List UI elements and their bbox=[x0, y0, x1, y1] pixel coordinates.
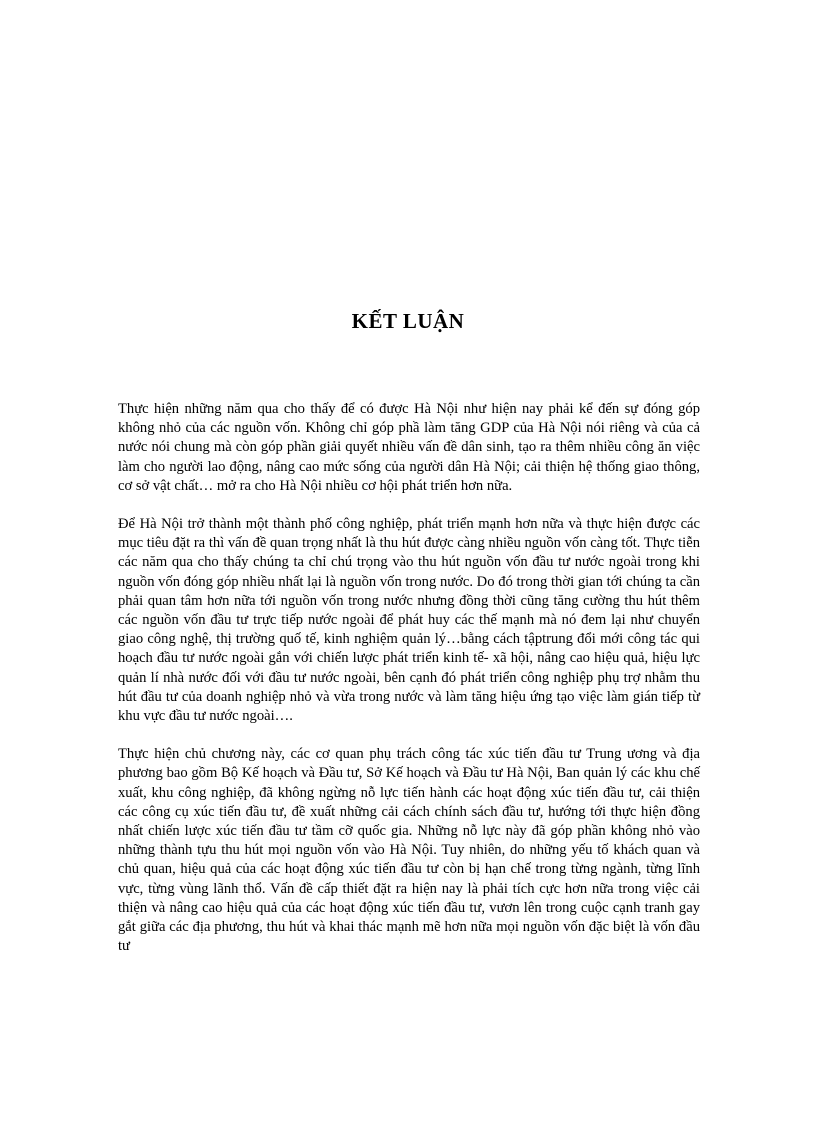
page-title: KẾT LUẬN bbox=[351, 309, 465, 333]
paragraph-1: Thực hiện những năm qua cho thấy để có được Hà Nội như hiện nay phải kể đến sự đóng góp không nhỏ của các nguồn vốn. Không chỉ góp phầ làm tăng GDP của Hà Nội nói riêng và của cả nước nói chung mà còn góp phần giải quyết nhiều vấn đề dân sinh, tạo ra thêm nhiều công ăn việc làm cho người lao động, nâng cao mức sống của người dân Hà Nội; cải thiện hệ thống giao thông, cơ sở vật chất… mở ra cho Hà Nội nhiều cơ hội phát triển hơn nữa. bbox=[118, 401, 700, 494]
paragraph-2: Để Hà Nội trở thành một thành phố công nghiệp, phát triển mạnh hơn nữa và thực hiện được các mục tiêu đặt ra thì vấn đề quan trọng nhất là thu hút được càng nhiều nguồn vốn càng tốt. Thực tiễn các năm qua cho thấy chúng ta chỉ chú trọng vào thu hút nguồn vốn đầu tư nước ngoài trong khi nguồn vốn đóng góp nhiều nhất lại là nguồn vốn trong nước. Do đó trong thời gian tới chúng ta cần phải quan tâm hơn nữa tới nguồn vốn trong nước nhưng đồng thời cũng tăng cường thu hút thêm các nguồn vốn đầu tư trực tiếp nước ngoài để phát huy các thế mạnh mà nó đem lại như chuyển giao công nghệ, thị trường quố tế, kinh nghiệm quản lý…bằng cách tậptrung đổi mới công tác qui hoạch đầu tư nước ngoài gắn với chiến lược phát triển kinh tế- xã hội, nâng cao hiệu quả, hiệu lực quản lí nhà nước đối với đầu tư nước ngoài, bên cạnh đó phát triển công nghiệp phụ trợ nhằm thu hút đầu tư của doanh nghiệp nhỏ và vừa trong nước và làm tăng hiệu ứng tạo việc làm gián tiếp từ khu vực đầu tư nước ngoài…. bbox=[118, 516, 700, 725]
paragraph-3: Thực hiện chủ chương này, các cơ quan phụ trách công tác xúc tiến đầu tư Trung ương và địa phương bao gồm Bộ Kế hoạch và Đầu tư, Sở Kế hoạch và Đầu tư Hà Nội, Ban quản lý các khu chế xuất, khu công nghiệp, đã không ngừng nỗ lực tiến hành các hoạt động xúc tiến đầu tư, cải thiện các công cụ xúc tiến đầu tư, đề xuất những cải cách chính sách đầu tư, hướng tới thực hiện đồng nhất chiến lược xúc tiến đầu tư tầm cỡ quốc gia. Những nỗ lực này đã góp phần không nhỏ vào những thành tựu thu hút mọi nguồn vốn vào Hà Nội. Tuy nhiên, do những yếu tố khách quan và chủ quan, hiệu quả của các hoạt động xúc tiến đầu tư còn bị hạn chế trong từng ngành, từng lĩnh vực, từng vùng lãnh thổ. Vấn đề cấp thiết đặt ra hiện nay là phải tích cực hơn nữa trong việc cải thiện và nâng cao hiệu quả của các hoạt động xúc tiến đầu tư, vươn lên trong cuộc cạnh tranh gay gắt giữa các địa phương, thu hút và khai thác mạnh mẽ hơn nữa mọi nguồn vốn đặc biệt là vốn đầu tư bbox=[118, 746, 700, 955]
body-text bbox=[118, 400, 700, 956]
